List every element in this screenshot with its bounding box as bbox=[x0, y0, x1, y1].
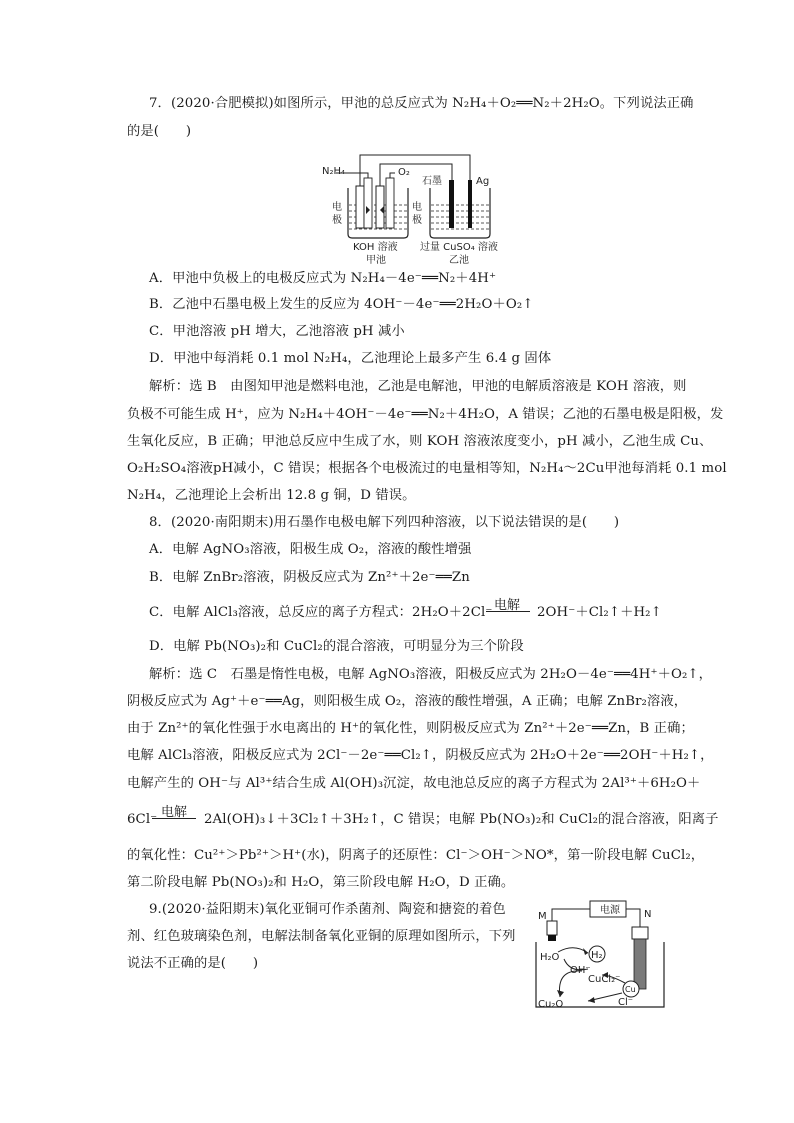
q9-label-oh: OH⁻ bbox=[570, 965, 591, 976]
q8-analysis-line4: 电解 AlCl₃溶液，阳极反应式为 2Cl⁻－2e⁻══Cl₂↑，阴极反应式为 2H₂O＋2e⁻══2OH⁻＋H₂↑， bbox=[127, 748, 714, 763]
q8-analysis-line3: 由于 Zn²⁺的氧化性强于水电离出的 H⁺的氧化性，则阴极反应式为 Zn²⁺＋2e⁻══Zn，B 正确； bbox=[127, 721, 694, 736]
q7-label-n2h4: N₂H₄ bbox=[322, 166, 346, 177]
q7-label-electrode-left-1: 电 bbox=[332, 202, 342, 213]
q8-option-b: B．电解 ZnBr₂溶液，阴极反应式为 Zn²⁺＋2e⁻══Zn bbox=[149, 570, 470, 585]
q9-label-m: M bbox=[538, 911, 547, 922]
q7-option-b: B．乙池中石墨电极上发生的反应为 4OH⁻－4e⁻══2H₂O＋O₂↑ bbox=[149, 297, 534, 312]
q8-analysis-line2: 阴极反应式为 Ag⁺＋e⁻══Ag，则阳极生成 O₂，溶液的酸性增强，A 正确；电解 ZnBr₂溶液， bbox=[127, 694, 688, 709]
q8-analysis-line6-reaction-bar bbox=[152, 818, 196, 819]
q7-label-jia: 甲池 bbox=[366, 255, 386, 265]
q7-option-d: D．甲池中每消耗 0.1 mol N₂H₄，乙池理论上最多产生 6.4 g 固体 bbox=[149, 351, 552, 366]
q7-analysis-line4: O₂H₂SO₄溶液pH减小，C 错误；根据各个电极流过的电量相等知，N₂H₄～2Cu甲池每消耗 0.1 mol bbox=[127, 461, 727, 476]
q8-option-c-condition: 电解 bbox=[494, 598, 521, 613]
q7-label-graphite: 石墨 bbox=[422, 176, 442, 187]
q8-option-c-suffix: 2OH⁻＋Cl₂↑＋H₂↑ bbox=[537, 605, 662, 620]
q8-option-c-reaction-bar bbox=[486, 611, 530, 612]
q9-label-cu: Cu bbox=[625, 985, 636, 994]
q7-label-electrode-right-1: 电 bbox=[412, 202, 422, 213]
q9-label-n: N bbox=[644, 909, 652, 920]
q8-analysis-line6-condition: 电解 bbox=[161, 805, 188, 820]
q9-label-cu2o: Cu₂O bbox=[538, 999, 564, 1010]
q7-label-yi: 乙池 bbox=[449, 255, 469, 265]
q7-cell-diagram bbox=[320, 150, 520, 265]
q7-label-electrode-right-2: 极 bbox=[412, 215, 422, 226]
q8-analysis-line7: 的氧化性：Cu²⁺＞Pb²⁺＞H⁺(水)，阴离子的还原性：Cl⁻＞OH⁻＞NO*，第一阶段电解 CuCl₂， bbox=[127, 848, 705, 863]
q8-analysis-line8: 第二阶段电解 Pb(NO₃)₂和 H₂O，第三阶段电解 H₂O，D 正确。 bbox=[127, 875, 515, 890]
q7-label-o2: O₂ bbox=[398, 167, 410, 178]
q8-option-a: A．电解 AgNO₃溶液，阳极生成 O₂，溶液的酸性增强 bbox=[149, 542, 472, 557]
q9-stem-line2: 剂、红色玻璃染色剂，电解法制备氧化亚铜的原理如图所示，下列 bbox=[127, 929, 516, 944]
q8-stem: 8．(2020·南阳期末)用石墨作电极电解下列四种溶液，以下说法错误的是( ) bbox=[149, 515, 620, 530]
q9-stem-line1: 9.(2020·益阳期末)氧化亚铜可作杀菌剂、陶瓷和搪瓷的着色 bbox=[149, 902, 506, 917]
q9-label-cucl: CuCl₂⁻ bbox=[588, 974, 621, 985]
q7-label-ag: Ag bbox=[476, 176, 490, 187]
q7-option-c: C．甲池溶液 pH 增大，乙池溶液 pH 减小 bbox=[149, 324, 405, 339]
q9-label-h2o: H₂O bbox=[540, 952, 560, 963]
q9-label-h2: H₂ bbox=[591, 950, 603, 961]
q8-option-d: D．电解 Pb(NO₃)₂和 CuCl₂的混合溶液，可明显分为三个阶段 bbox=[149, 639, 524, 654]
q7-analysis-line1: 解析：选 B 由图知甲池是燃料电池，乙池是电解池，甲池的电解质溶液是 KOH 溶液，则 bbox=[149, 379, 687, 394]
q7-label-electrode-left-2: 极 bbox=[332, 215, 342, 226]
q8-analysis-line5: 电解产生的 OH⁻与 Al³⁺结合生成 Al(OH)₃沉淀，故电池总反应的离子方程式为 2Al³⁺＋6H₂O＋ bbox=[127, 776, 701, 791]
q7-analysis-line2: 负极不可能生成 H⁺，应为 N₂H₄＋4OH⁻－4e⁻══N₂＋4H₂O，A 错误；乙池的石墨电极是阳极，发 bbox=[127, 407, 724, 422]
q7-label-cuso4: 过量 CuSO₄ 溶液 bbox=[420, 242, 498, 253]
q7-option-a: A．甲池中负极上的电极反应式为 N₂H₄－4e⁻══N₂＋4H⁺ bbox=[149, 271, 497, 286]
q9-label-cl: Cl⁻ bbox=[618, 997, 634, 1008]
q9-label-power: 电源 bbox=[600, 905, 620, 916]
q8-option-c-prefix: C．电解 AlCl₃溶液，总反应的离子方程式：2H₂O＋2Cl⁻ bbox=[149, 605, 493, 620]
q7-analysis-line3: 生氧化反应，B 正确；甲池总反应中生成了水，则 KOH 溶液浓度变小，pH 减小，乙池生成 Cu、 bbox=[127, 434, 713, 449]
q7-stem-line1: 7．(2020·合肥模拟)如图所示，甲池的总反应式为 N₂H₄＋O₂══N₂＋2H₂O。下列说法正确 bbox=[149, 96, 694, 111]
q7-label-koh: KOH 溶液 bbox=[353, 242, 398, 253]
q9-electrolysis-diagram bbox=[530, 897, 670, 1017]
q7-analysis-line5: N₂H₄，乙池理论上会析出 12.8 g 铜，D 错误。 bbox=[127, 488, 416, 503]
q9-stem-line3: 说法不正确的是( ) bbox=[127, 956, 259, 971]
q8-analysis-line1: 解析：选 C 石墨是惰性电极，电解 AgNO₃溶液，阳极反应式为 2H₂O－4e⁻══4H⁺＋O₂↑， bbox=[149, 667, 713, 682]
q7-stem-line2: 的是( ) bbox=[127, 124, 192, 139]
q8-analysis-line6-suffix: 2Al(OH)₃↓＋3Cl₂↑＋3H₂↑，C 错误；电解 Pb(NO₃)₂和 CuCl₂的混合溶液，阳离子 bbox=[204, 812, 719, 827]
q8-analysis-line6-prefix: 6Cl⁻ bbox=[127, 812, 158, 827]
